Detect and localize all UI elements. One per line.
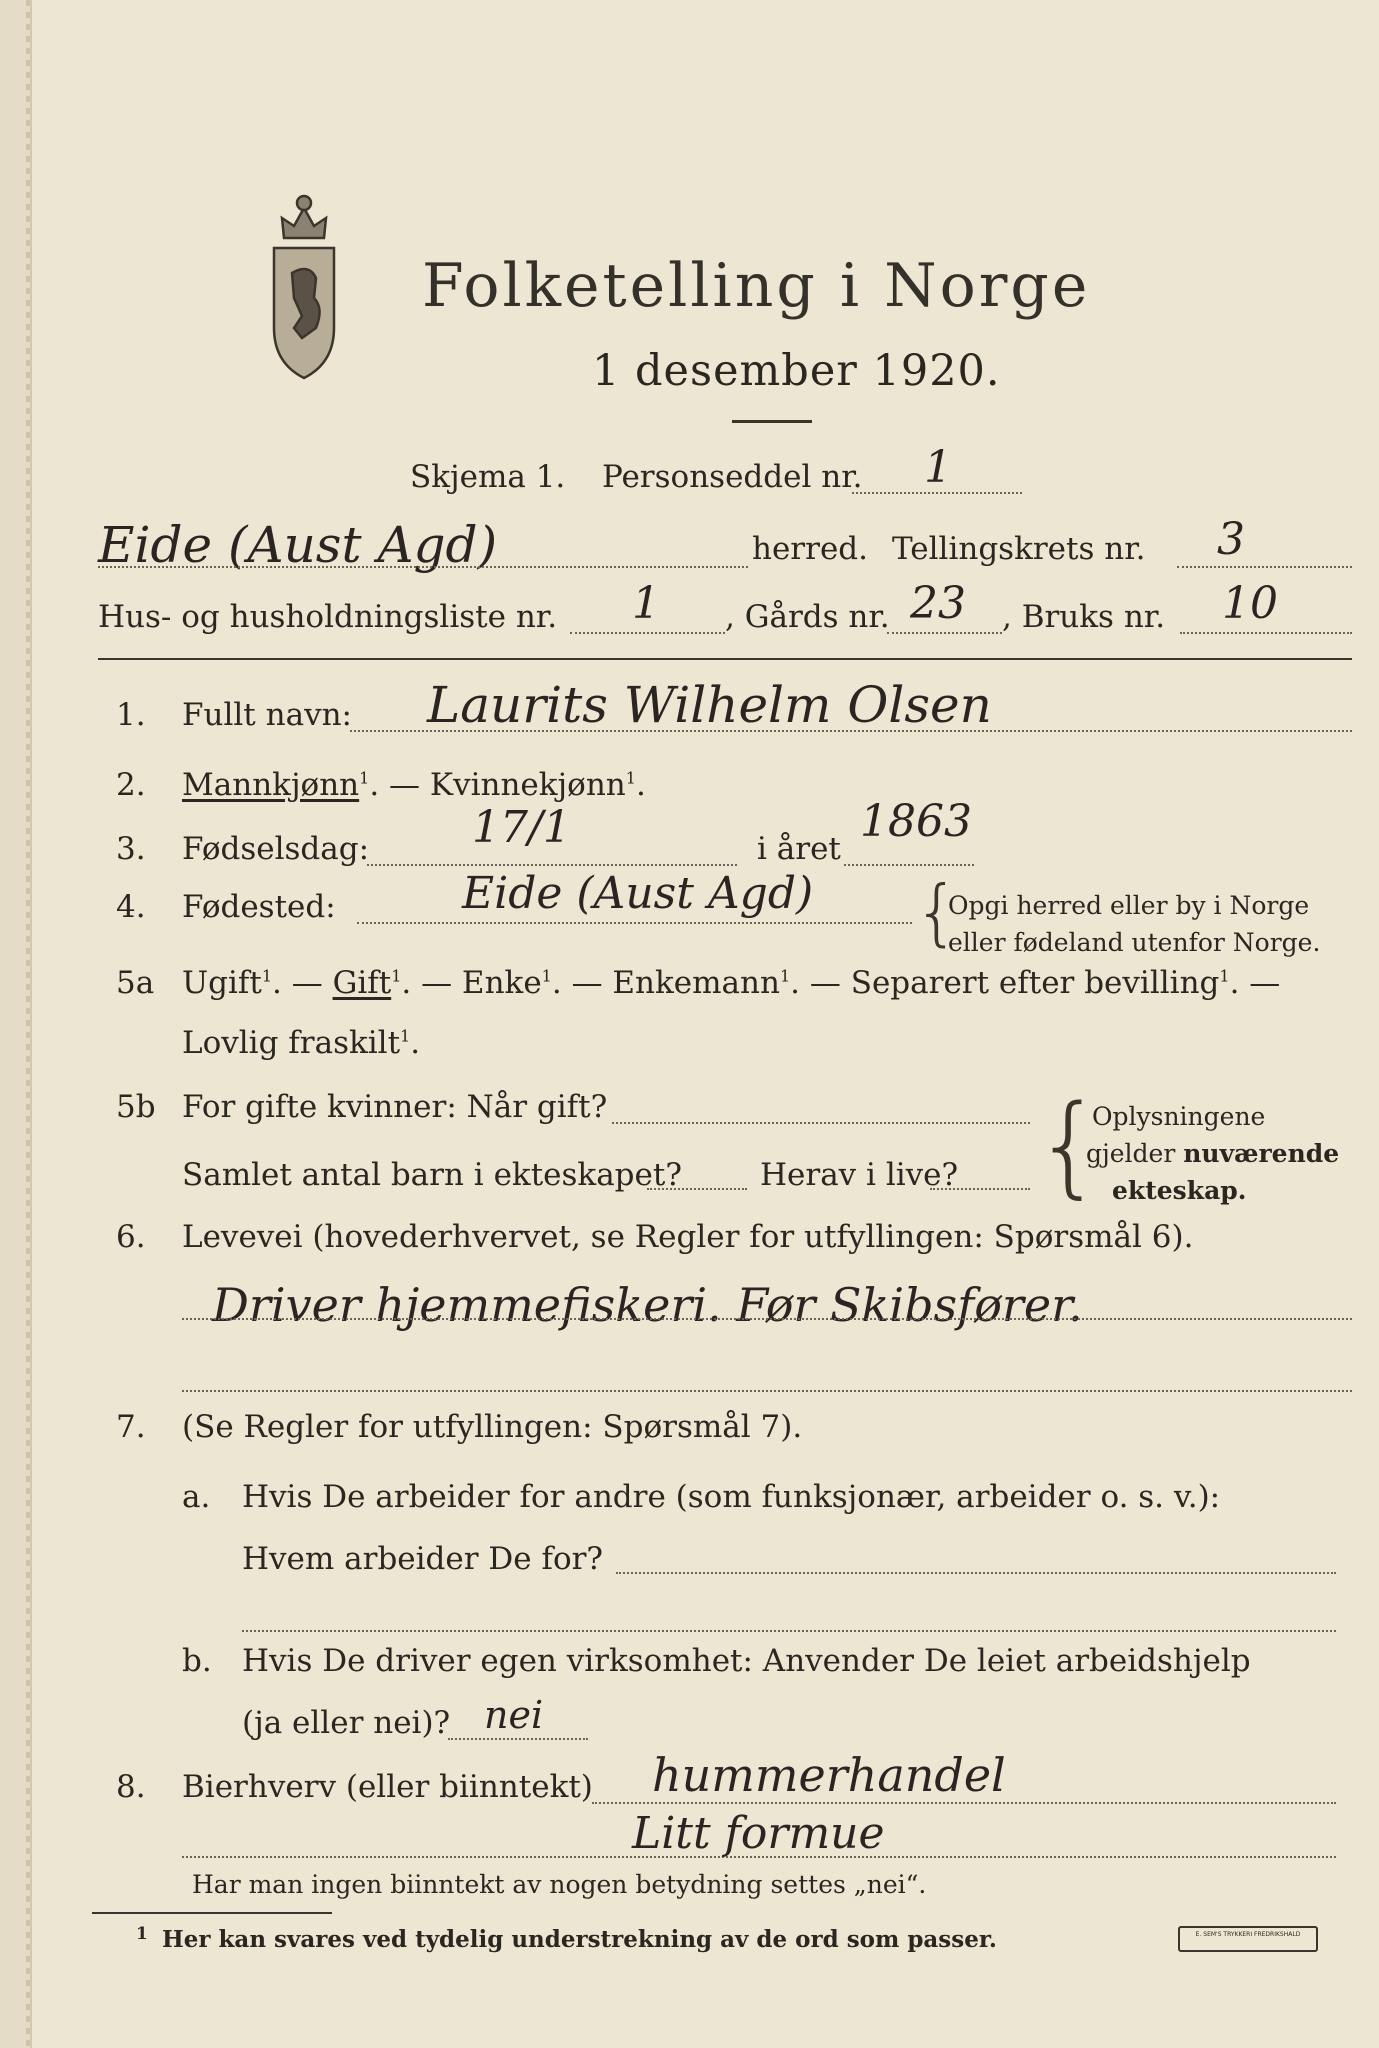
footnote-ref: 1 <box>625 768 636 788</box>
q2-number: 2. <box>116 767 146 803</box>
q5a-separator: . — <box>272 965 333 1001</box>
q7-number: 7. <box>116 1409 146 1445</box>
q7b-line-2: (ja eller nei)? <box>242 1705 451 1741</box>
q7b-number: b. <box>182 1643 212 1679</box>
title-divider <box>732 420 812 423</box>
q5b-label-1: For gifte kvinner: Når gift? <box>182 1089 608 1125</box>
q5a-fraskilt-label: Lovlig fraskilt <box>182 1025 401 1061</box>
q7a-field-1[interactable] <box>616 1572 1336 1574</box>
q4-value: Eide (Aust Agd) <box>462 868 814 919</box>
q2-mann-option[interactable]: Mannkjønn <box>182 767 360 803</box>
q3-day-field[interactable] <box>367 864 737 866</box>
q5a-options <box>182 965 1281 1001</box>
tellingskrets-label: Tellingskrets nr. <box>892 531 1146 567</box>
q1-value: Laurits Wilhelm Olsen <box>427 676 992 734</box>
q5b-label-2: Samlet antal barn i ekteskapet? <box>182 1157 682 1193</box>
q4-field[interactable] <box>357 922 912 924</box>
q2-kvinne-option[interactable]: Kvinnekjønn <box>429 767 626 803</box>
footnote-text: Her kan svares ved tydelig understrekning av de ord som passer. <box>162 1926 997 1953</box>
form-date: 1 desember 1920. <box>592 346 1001 396</box>
q2-end: . <box>635 767 646 803</box>
footnote-ref: 1 <box>779 966 791 986</box>
q7b-value: nei <box>484 1693 544 1737</box>
tellingskrets-field[interactable] <box>1177 566 1352 568</box>
q8-note: Har man ingen biinntekt av nogen betydning settes „nei“. <box>192 1870 927 1899</box>
q5b-gift-field[interactable] <box>612 1122 1030 1124</box>
personseddel-value: 1 <box>924 442 952 493</box>
footnote-divider <box>92 1912 332 1914</box>
q6-label: Levevei (hovederhvervet, se Regler for utfyllingen: Spørsmål 6). <box>182 1219 1194 1255</box>
q4-brace: { <box>914 870 960 954</box>
hus-label: Hus- og husholdningsliste nr. <box>98 599 558 635</box>
bruks-value: 10 <box>1222 578 1278 629</box>
q5a-separert-option[interactable]: . — Separert efter bevilling <box>790 965 1220 1001</box>
q2-options <box>182 767 646 803</box>
footnote-ref: 1 <box>391 966 402 986</box>
q7a-line-2: Hvem arbeider De for? <box>242 1541 604 1577</box>
q5b-note-2b: nuværende <box>1183 1139 1340 1168</box>
q8-value-2: Litt formue <box>632 1808 885 1859</box>
q6-field-2[interactable] <box>182 1390 1352 1392</box>
q5b-note-1: Oplysningene <box>1092 1102 1266 1131</box>
q4-note-2: eller fødeland utenfor Norge. <box>948 928 1321 957</box>
q4-note-1: Opgi herred eller by i Norge <box>948 891 1310 920</box>
form-title: Folketelling i Norge <box>422 251 1091 321</box>
q5a-number: 5a <box>116 965 155 1001</box>
q3-year-value: 1863 <box>860 796 972 847</box>
q5b-note-2 <box>1086 1141 1339 1166</box>
herred-field[interactable] <box>98 566 748 568</box>
q8-value-1: hummerhandel <box>652 1748 1006 1802</box>
personseddel-label: Personseddel nr. <box>602 459 863 495</box>
q5b-note-2a: gjelder <box>1086 1139 1184 1168</box>
q5a-enke-option[interactable]: . — Enke <box>401 965 542 1001</box>
header-divider <box>98 658 1352 660</box>
q5a-line-end: . — <box>1229 965 1281 1001</box>
q5b-note-3: ekteskap. <box>1112 1176 1247 1205</box>
q6-number: 6. <box>116 1219 146 1255</box>
q7a-field-2[interactable] <box>242 1630 1336 1632</box>
footnote-ref: 1 <box>1219 966 1230 986</box>
q8-number: 8. <box>116 1769 146 1805</box>
q7-label: (Se Regler for utfyllingen: Spørsmål 7). <box>182 1409 803 1445</box>
q8-field-1[interactable] <box>592 1802 1336 1804</box>
q1-number: 1. <box>116 697 146 733</box>
census-form <box>30 0 1379 2048</box>
q3-number: 3. <box>116 831 146 867</box>
q5b-brace: { <box>1034 1081 1104 1209</box>
q5a-enkemann-option[interactable]: . — Enkemann <box>551 965 780 1001</box>
q5b-label-3: Herav i live? <box>760 1157 959 1193</box>
norway-coat-of-arms-icon <box>254 178 354 383</box>
q5a-ugift-option[interactable]: Ugift <box>182 965 262 1001</box>
q7b-line-1: Hvis De driver egen virksomhet: Anvender De leiet arbeidshjelp <box>242 1643 1251 1679</box>
q5b-number: 5b <box>116 1089 156 1125</box>
gards-field[interactable] <box>887 632 1002 634</box>
q1-label: Fullt navn: <box>182 697 352 733</box>
hus-value: 1 <box>632 578 660 629</box>
tellingskrets-value: 3 <box>1217 514 1245 565</box>
footnote-ref: 1 <box>359 768 370 788</box>
footnote-ref: 1 <box>400 1026 411 1046</box>
printer-stamp: E. SEM'S TRYKKERI FREDRIKSHALD <box>1178 1926 1318 1952</box>
q6-value: Driver hjemmefiskeri. Før Skibsfører. <box>212 1278 1083 1332</box>
q3-year-field[interactable] <box>844 864 974 866</box>
q5a-gift-option[interactable]: Gift <box>332 965 392 1001</box>
herred-value: Eide (Aust Agd) <box>98 516 498 574</box>
herred-label: herred. <box>752 531 868 567</box>
q5b-barn-field[interactable] <box>647 1188 747 1190</box>
bruks-field[interactable] <box>1180 632 1352 634</box>
q6-field-1[interactable] <box>182 1318 1352 1320</box>
q7b-field[interactable] <box>448 1738 588 1740</box>
q8-label: Bierhverv (eller biinntekt) <box>182 1769 593 1805</box>
q5a-fraskilt-option[interactable] <box>182 1025 421 1061</box>
q3-year-label: i året <box>757 831 841 867</box>
gards-value: 23 <box>910 578 966 629</box>
q4-label: Fødested: <box>182 889 336 925</box>
gards-label: , Gårds nr. <box>725 599 890 635</box>
q7a-line-1: Hvis De arbeider for andre (som funksjonær, arbeider o. s. v.): <box>242 1479 1221 1515</box>
schema-label: Skjema 1. <box>410 459 566 495</box>
q7a-number: a. <box>182 1479 211 1515</box>
q4-number: 4. <box>116 889 146 925</box>
bruks-label: , Bruks nr. <box>1002 599 1166 635</box>
footnote-ref: 1 <box>261 966 273 986</box>
q2-separator: . — <box>369 767 430 803</box>
q5b-live-field[interactable] <box>930 1188 1030 1190</box>
q3-label: Fødselsdag: <box>182 831 370 867</box>
footnote-mark: 1 <box>136 1924 148 1944</box>
q3-day-value: 17/1 <box>472 802 571 853</box>
footnote-ref: 1 <box>541 966 552 986</box>
q5a-fraskilt-end: . <box>410 1025 421 1061</box>
hus-field[interactable] <box>570 632 725 634</box>
